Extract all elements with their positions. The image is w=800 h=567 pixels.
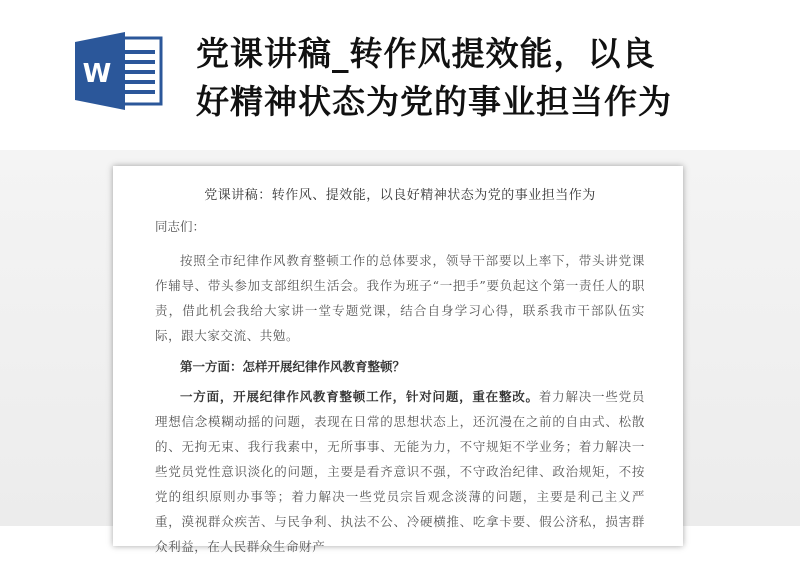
paragraph-2-body: 着力解决一些党员理想信念模糊动摇的问题，表现在日常的思想状态上，还沉漫在之前的自由式、松散的、无拘无束、我行我素中，无所事事、无能为力，不守规矩不学业务；着力解决一些党员党性意识淡化的问题，主要是看齐意识不强，不守政治纪律、政治规矩，不按党的组织原则办事等；着力解决一些党员宗旨观念淡薄的问题，主要是利己主义严重，漠视群众疾苦、与民争利、执法不公、冷硬横推、吃拿卡要、假公济私，损害群众利益，在人民群众生命财产 <box>155 389 645 554</box>
paragraph-2-lead: 一方面，开展纪律作风教育整顿工作，针对问题，重在整改。 <box>180 389 539 404</box>
section-heading-1: 第一方面：怎样开展纪律作风教育整顿？ <box>180 359 406 374</box>
title-line-2: 好精神状态为党的事业担当作为 <box>196 82 672 121</box>
document-content <box>155 184 645 567</box>
paragraph-2 <box>155 384 645 559</box>
paragraph-1: 按照全市纪律作风教育整顿工作的总体要求，领导干部要以上率下，带头讲党课作辅导、带头参加支部组织生活会。我作为班子“一把手”要负起这个第一责任人的职责，借此机会我给大家讲一堂专题党课，结合自身学习心得，联系我市干部队伍实际，跟大家交流、共勉。 <box>155 253 645 343</box>
header <box>0 0 800 160</box>
salutation: 同志们： <box>155 219 206 234</box>
document-title: 党课讲稿：转作风、提效能，以良好精神状态为党的事业担当作为 <box>204 188 596 203</box>
word-icon-letter: W <box>82 59 112 89</box>
page-title <box>196 30 756 126</box>
document-page[interactable] <box>113 166 683 554</box>
title-line-1: 党课讲稿_转作风提效能，以良 <box>196 34 656 73</box>
word-document-icon <box>75 32 165 110</box>
